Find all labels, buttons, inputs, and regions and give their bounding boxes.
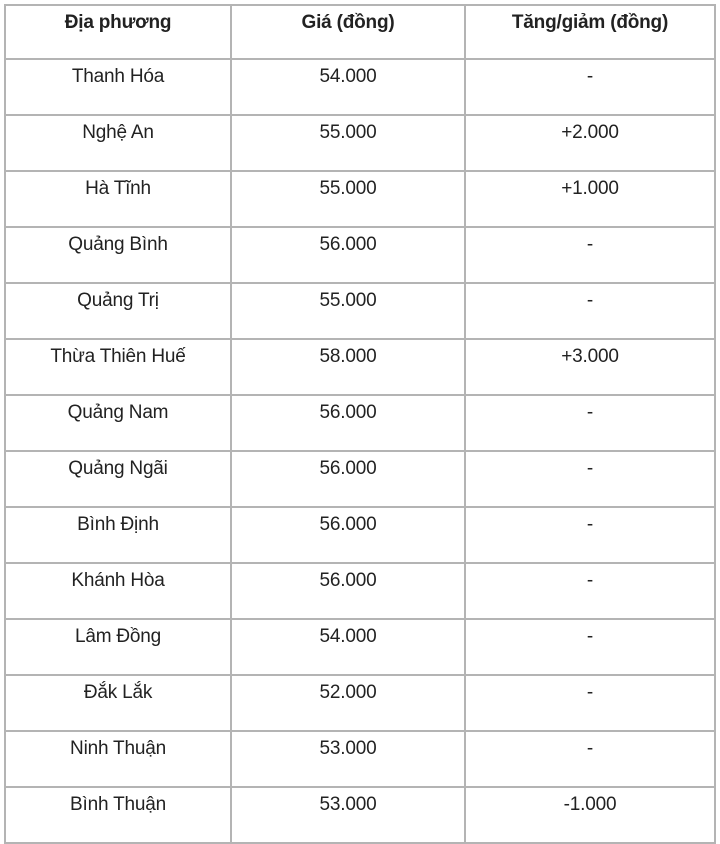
cell-change: - (465, 283, 715, 339)
table-row (5, 507, 715, 563)
header-region: Địa phương (5, 5, 231, 59)
cell-change: +3.000 (465, 339, 715, 395)
table-row (5, 171, 715, 227)
cell-region: Ninh Thuận (5, 731, 231, 787)
cell-region: Khánh Hòa (5, 563, 231, 619)
header-change: Tăng/giảm (đồng) (465, 5, 715, 59)
cell-region: Bình Định (5, 507, 231, 563)
cell-region: Thanh Hóa (5, 59, 231, 115)
cell-region: Quảng Ngãi (5, 451, 231, 507)
cell-change: - (465, 619, 715, 675)
cell-change: - (465, 563, 715, 619)
table-row (5, 339, 715, 395)
header-price: Giá (đồng) (231, 5, 465, 59)
cell-price: 56.000 (231, 395, 465, 451)
cell-region: Bình Thuận (5, 787, 231, 843)
cell-change: +2.000 (465, 115, 715, 171)
cell-price: 53.000 (231, 787, 465, 843)
cell-price: 56.000 (231, 227, 465, 283)
cell-region: Đắk Lắk (5, 675, 231, 731)
table-row (5, 227, 715, 283)
cell-change: - (465, 227, 715, 283)
table-row (5, 283, 715, 339)
table-row (5, 395, 715, 451)
cell-price: 55.000 (231, 171, 465, 227)
cell-price: 55.000 (231, 283, 465, 339)
cell-price: 58.000 (231, 339, 465, 395)
cell-price: 54.000 (231, 59, 465, 115)
cell-change: - (465, 731, 715, 787)
table-row (5, 787, 715, 843)
table-row (5, 451, 715, 507)
cell-region: Thừa Thiên Huế (5, 339, 231, 395)
cell-region: Nghệ An (5, 115, 231, 171)
cell-price: 53.000 (231, 731, 465, 787)
cell-change: - (465, 59, 715, 115)
table-row (5, 115, 715, 171)
cell-price: 56.000 (231, 563, 465, 619)
cell-price: 54.000 (231, 619, 465, 675)
cell-region: Quảng Trị (5, 283, 231, 339)
cell-change: - (465, 675, 715, 731)
table-row (5, 619, 715, 675)
cell-price: 55.000 (231, 115, 465, 171)
price-table-container (4, 4, 716, 844)
cell-change: - (465, 451, 715, 507)
cell-change: - (465, 395, 715, 451)
table-row (5, 675, 715, 731)
cell-region: Hà Tĩnh (5, 171, 231, 227)
cell-price: 52.000 (231, 675, 465, 731)
table-header-row (5, 5, 715, 59)
cell-price: 56.000 (231, 451, 465, 507)
cell-change: - (465, 507, 715, 563)
cell-change: -1.000 (465, 787, 715, 843)
cell-region: Lâm Đồng (5, 619, 231, 675)
table-row (5, 59, 715, 115)
table-row (5, 731, 715, 787)
cell-change: +1.000 (465, 171, 715, 227)
cell-region: Quảng Bình (5, 227, 231, 283)
cell-price: 56.000 (231, 507, 465, 563)
table-row (5, 563, 715, 619)
price-table (4, 4, 716, 844)
cell-region: Quảng Nam (5, 395, 231, 451)
